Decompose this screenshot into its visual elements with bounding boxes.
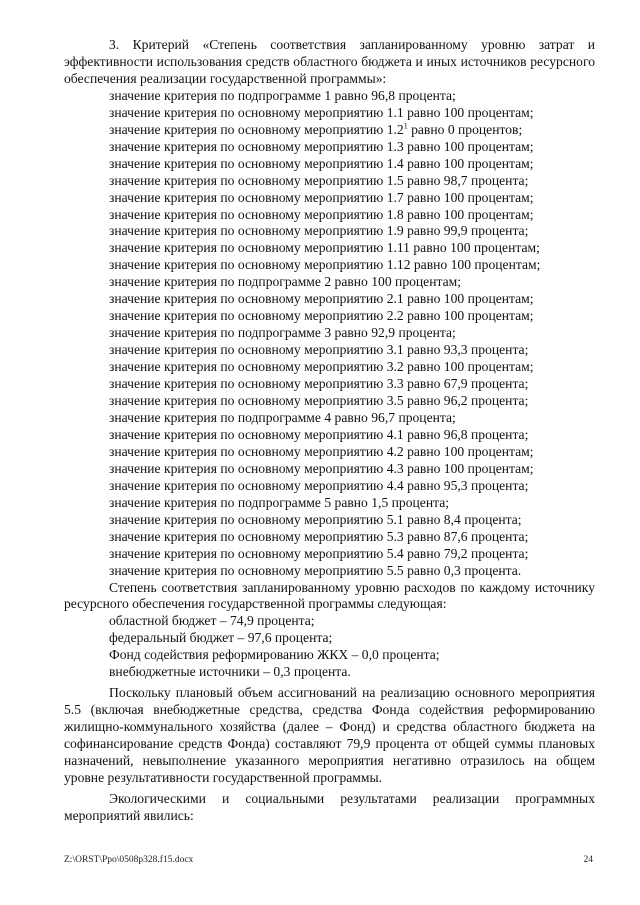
criteria-list-item-head: значение критерия по основному мероприятию 1.2: [109, 121, 404, 137]
criteria-list-item: значение критерия по основному мероприятию 4.2 равно 100 процентам;: [109, 443, 534, 459]
criteria-list-item: значение критерия по основному мероприятию 2.2 равно 100 процентам;: [109, 308, 534, 324]
criteria-list-item: значение критерия по основному мероприятию 1.1 равно 100 процентам;: [109, 104, 534, 120]
fund-paragraph: Поскольку плановый объем ассигнований на реализацию основного мероприятия 5.5 (включая внебюджетные средства, средства Фонда содействия реформированию жилищно-коммунального хозяйства (далее – Фонд) и средства областного бюджета на софинансирование средств Фонда) составляют 79,9 процента от общей суммы плановых назначений, невыполнение указанного мероприятия негативно отразилось на общем уровне результативности государственной программы.: [64, 685, 595, 785]
criteria-list-item: значение критерия по подпрограмме 5 равно 1,5 процента;: [109, 494, 450, 510]
document-page: [64, 37, 595, 825]
criteria-list-item: значение критерия по основному мероприятию 5.4 равно 79,2 процента;: [109, 545, 529, 561]
criteria-list-item: значение критерия по основному мероприятию 3.2 равно 100 процентам;: [109, 359, 534, 375]
sources-intro-paragraph: Степень соответствия запланированному уровню расходов по каждому источнику ресурсного обеспечения государственной программы следующая:: [64, 579, 595, 612]
criteria-list-item-tail: равно 0 процентов;: [407, 121, 523, 137]
sources-list-item: внебюджетные источники – 0,3 процента.: [109, 664, 351, 680]
file-path: Z:\ORST\Ppo\0508p328.f15.docx: [64, 855, 194, 865]
criteria-list-item: значение критерия по основному мероприятию 5.3 равно 87,6 процента;: [109, 528, 529, 544]
criteria-list-item: значение критерия по основному мероприятию 1.5 равно 98,7 процента;: [109, 172, 529, 188]
criteria-list-item-1-2: [64, 122, 595, 139]
criteria-list-item: значение критерия по основному мероприятию 5.1 равно 8,4 процента;: [109, 511, 522, 527]
criteria-list-item: значение критерия по подпрограмме 1 равно 96,8 процента;: [109, 87, 456, 103]
criteria-list-item: значение критерия по основному мероприятию 1.3 равно 100 процентам;: [109, 138, 534, 154]
footnote-marker: 1: [403, 121, 408, 131]
criteria-list-item: значение критерия по основному мероприятию 1.4 равно 100 процентам;: [109, 155, 534, 171]
criteria-list-item: значение критерия по основному мероприятию 1.8 равно 100 процентам;: [109, 206, 534, 222]
sources-list-item: федеральный бюджет – 97,6 процента;: [109, 630, 333, 646]
criteria-list-item: значение критерия по основному мероприятию 4.4 равно 95,3 процента;: [109, 477, 529, 493]
criteria-list-item: значение критерия по основному мероприятию 4.3 равно 100 процентам;: [109, 460, 534, 476]
criteria-list-item: значение критерия по основному мероприятию 1.9 равно 99,9 процента;: [109, 223, 529, 239]
criteria-list: [64, 88, 595, 580]
sources-list-item: областной бюджет – 74,9 процента;: [109, 613, 315, 629]
sources-list-item: Фонд содействия реформированию ЖКХ – 0,0 процента;: [109, 647, 440, 663]
sources-list: [64, 613, 595, 681]
criteria-list-item: значение критерия по основному мероприятию 5.5 равно 0,3 процента.: [109, 562, 522, 578]
criteria-list-item: значение критерия по основному мероприятию 1.11 равно 100 процентам;: [109, 240, 540, 256]
criteria-list-item: значение критерия по основному мероприятию 4.1 равно 96,8 процента;: [109, 426, 529, 442]
criteria-list-item: значение критерия по основному мероприятию 3.3 равно 67,9 процента;: [109, 376, 529, 392]
page-number: 24: [583, 855, 593, 865]
criteria-list-item: значение критерия по подпрограмме 4 равно 96,7 процента;: [109, 409, 456, 425]
criterion-intro-paragraph: 3. Критерий «Степень соответствия запланированному уровню затрат и эффективности использования средств областного бюджета и иных источников ресурсного обеспечения реализации государственной программы»:: [64, 37, 595, 86]
criteria-list-item: значение критерия по основному мероприятию 3.1 равно 93,3 процента;: [109, 342, 529, 358]
criteria-list-item: значение критерия по основному мероприятию 3.5 равно 96,2 процента;: [109, 393, 529, 409]
criteria-list-item: значение критерия по основному мероприятию 1.7 равно 100 процентам;: [109, 189, 534, 205]
criteria-list-item: значение критерия по подпрограмме 3 равно 92,9 процента;: [109, 325, 456, 341]
criteria-list-item: значение критерия по подпрограмме 2 равно 100 процентам;: [109, 274, 462, 290]
criteria-list-item: значение критерия по основному мероприятию 2.1 равно 100 процентам;: [109, 291, 534, 307]
results-paragraph: Экологическими и социальными результатами реализации программных мероприятий явились:: [64, 790, 595, 823]
criteria-list-item: значение критерия по основному мероприятию 1.12 равно 100 процентам;: [109, 257, 541, 273]
